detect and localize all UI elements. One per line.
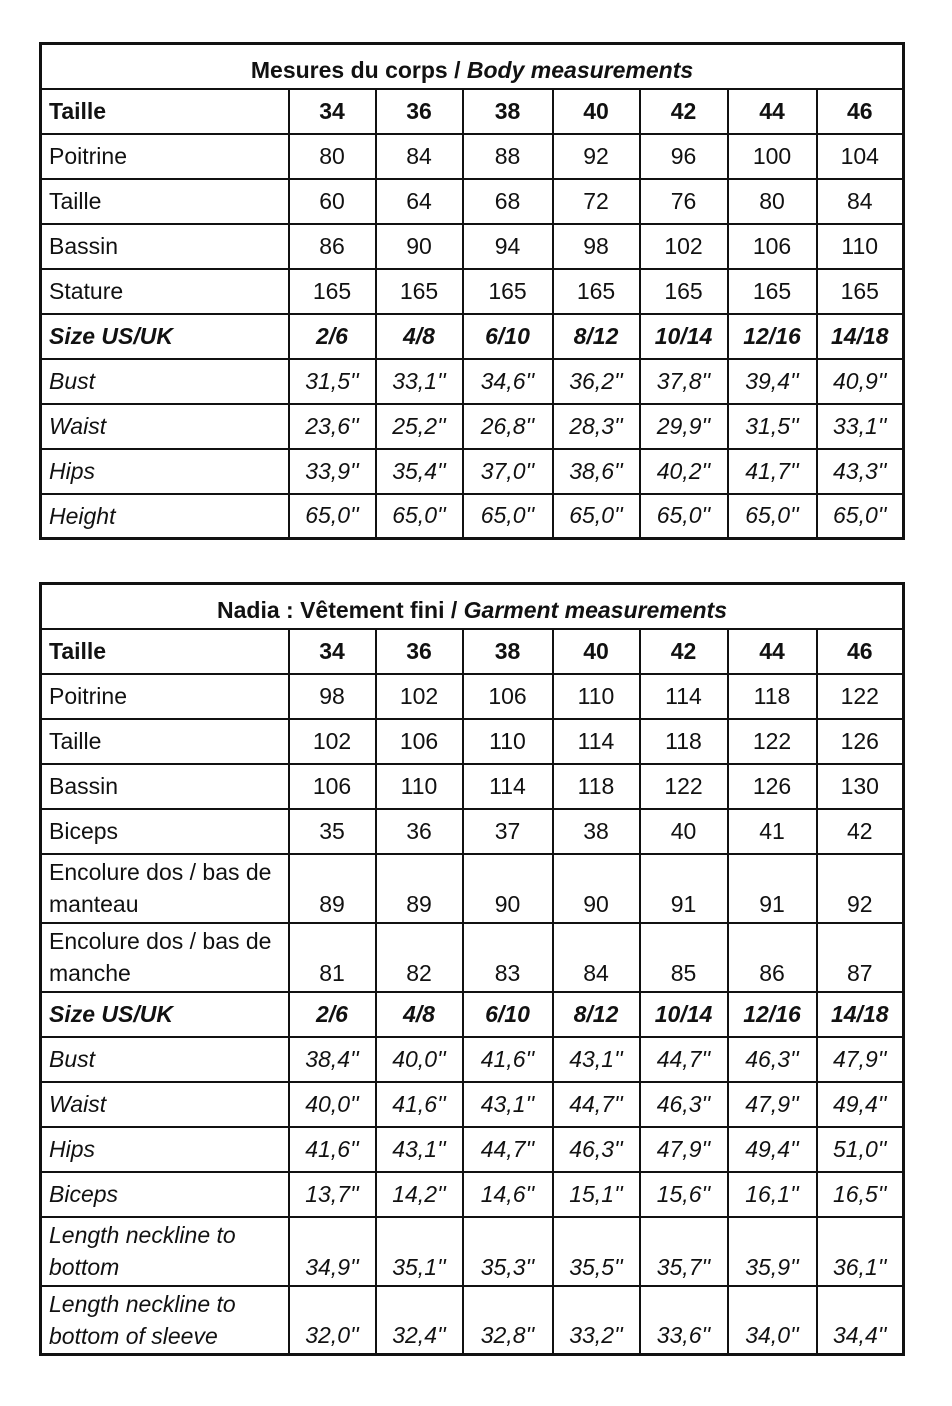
- table-title-row: [41, 44, 904, 89]
- value-cell: 34,4'': [817, 1286, 904, 1355]
- value-cell: 46,3'': [640, 1082, 728, 1127]
- imperial-header-row: [41, 992, 904, 1037]
- row-label: Bust: [41, 1037, 289, 1082]
- value-cell: 165: [289, 269, 376, 314]
- value-cell: 96: [640, 134, 728, 179]
- value-cell: 92: [817, 854, 904, 923]
- value-cell: 118: [640, 719, 728, 764]
- row-label: Height: [41, 494, 289, 539]
- size-cell: 38: [463, 629, 553, 674]
- value-cell: 65,0'': [463, 494, 553, 539]
- size-cell: 44: [728, 629, 817, 674]
- row-label: Size US/UK: [41, 314, 289, 359]
- value-cell: 41: [728, 809, 817, 854]
- value-cell: 84: [817, 179, 904, 224]
- size-cell: 14/18: [817, 314, 904, 359]
- value-cell: 118: [728, 674, 817, 719]
- value-cell: 40,9'': [817, 359, 904, 404]
- value-cell: 91: [728, 854, 817, 923]
- value-cell: 38: [553, 809, 640, 854]
- value-cell: 38,4'': [289, 1037, 376, 1082]
- value-cell: 104: [817, 134, 904, 179]
- row-label: Poitrine: [41, 674, 289, 719]
- size-cell: 4/8: [376, 314, 463, 359]
- value-cell: 43,3'': [817, 449, 904, 494]
- value-cell: 64: [376, 179, 463, 224]
- value-cell: 33,6'': [640, 1286, 728, 1355]
- value-cell: 106: [463, 674, 553, 719]
- row-label: Bust: [41, 359, 289, 404]
- value-cell: 15,1'': [553, 1172, 640, 1217]
- value-cell: 39,4'': [728, 359, 817, 404]
- row-label: Taille: [41, 179, 289, 224]
- value-cell: 37,0'': [463, 449, 553, 494]
- value-cell: 44,7'': [463, 1127, 553, 1172]
- table-row: [41, 1217, 904, 1286]
- value-cell: 31,5'': [728, 404, 817, 449]
- value-cell: 165: [553, 269, 640, 314]
- value-cell: 110: [463, 719, 553, 764]
- row-label: Poitrine: [41, 134, 289, 179]
- value-cell: 114: [640, 674, 728, 719]
- value-cell: 16,5'': [817, 1172, 904, 1217]
- size-cell: 36: [376, 629, 463, 674]
- value-cell: 47,9'': [817, 1037, 904, 1082]
- table-title-row: [41, 584, 904, 629]
- value-cell: 14,2'': [376, 1172, 463, 1217]
- size-cell: 38: [463, 89, 553, 134]
- value-cell: 98: [289, 674, 376, 719]
- table-row: [41, 674, 904, 719]
- value-cell: 65,0'': [728, 494, 817, 539]
- body-measurements-table: [39, 42, 905, 540]
- size-cell: 6/10: [463, 314, 553, 359]
- size-cell: 12/16: [728, 992, 817, 1037]
- size-cell: 40: [553, 629, 640, 674]
- table-row: [41, 1286, 904, 1355]
- size-cell: 2/6: [289, 314, 376, 359]
- value-cell: 89: [289, 854, 376, 923]
- value-cell: 31,5'': [289, 359, 376, 404]
- value-cell: 90: [463, 854, 553, 923]
- value-cell: 102: [376, 674, 463, 719]
- value-cell: 34,9'': [289, 1217, 376, 1286]
- value-cell: 44,7'': [640, 1037, 728, 1082]
- value-cell: 32,0'': [289, 1286, 376, 1355]
- value-cell: 106: [728, 224, 817, 269]
- table-row: [41, 809, 904, 854]
- value-cell: 65,0'': [553, 494, 640, 539]
- value-cell: 36,2'': [553, 359, 640, 404]
- value-cell: 35,4'': [376, 449, 463, 494]
- size-cell: 14/18: [817, 992, 904, 1037]
- value-cell: 40,0'': [289, 1082, 376, 1127]
- value-cell: 41,6'': [289, 1127, 376, 1172]
- table-row: [41, 719, 904, 764]
- value-cell: 106: [289, 764, 376, 809]
- value-cell: 51,0'': [817, 1127, 904, 1172]
- value-cell: 165: [728, 269, 817, 314]
- value-cell: 35,3'': [463, 1217, 553, 1286]
- row-label: Taille: [41, 719, 289, 764]
- value-cell: 88: [463, 134, 553, 179]
- value-cell: 33,1'': [817, 404, 904, 449]
- value-cell: 86: [728, 923, 817, 992]
- metric-header-row: [41, 629, 904, 674]
- value-cell: 38,6'': [553, 449, 640, 494]
- value-cell: 46,3'': [553, 1127, 640, 1172]
- table-row: [41, 764, 904, 809]
- value-cell: 83: [463, 923, 553, 992]
- row-label: Bassin: [41, 224, 289, 269]
- row-label: Waist: [41, 404, 289, 449]
- value-cell: 34,0'': [728, 1286, 817, 1355]
- value-cell: 122: [817, 674, 904, 719]
- title-french: Nadia : Vêtement fini /: [217, 596, 464, 623]
- size-cell: 40: [553, 89, 640, 134]
- value-cell: 29,9'': [640, 404, 728, 449]
- value-cell: 92: [553, 134, 640, 179]
- value-cell: 118: [553, 764, 640, 809]
- value-cell: 41,6'': [376, 1082, 463, 1127]
- value-cell: 122: [640, 764, 728, 809]
- row-label: Bassin: [41, 764, 289, 809]
- size-cell: 8/12: [553, 314, 640, 359]
- value-cell: 84: [553, 923, 640, 992]
- value-cell: 44,7'': [553, 1082, 640, 1127]
- table-row: [41, 269, 904, 314]
- value-cell: 85: [640, 923, 728, 992]
- value-cell: 102: [289, 719, 376, 764]
- table-row: [41, 494, 904, 539]
- metric-header-row: [41, 89, 904, 134]
- value-cell: 35: [289, 809, 376, 854]
- value-cell: 35,1'': [376, 1217, 463, 1286]
- table-row: [41, 224, 904, 269]
- table-row: [41, 1037, 904, 1082]
- value-cell: 33,1'': [376, 359, 463, 404]
- value-cell: 122: [728, 719, 817, 764]
- table-title: [41, 584, 904, 629]
- size-cell: 8/12: [553, 992, 640, 1037]
- table-row: [41, 1127, 904, 1172]
- row-label: Encolure dos / bas de manteau: [41, 854, 289, 923]
- title-english: Body measurements: [466, 56, 694, 83]
- value-cell: 47,9'': [728, 1082, 817, 1127]
- value-cell: 90: [376, 224, 463, 269]
- value-cell: 49,4'': [817, 1082, 904, 1127]
- size-cell: 12/16: [728, 314, 817, 359]
- value-cell: 43,1'': [553, 1037, 640, 1082]
- value-cell: 126: [817, 719, 904, 764]
- value-cell: 76: [640, 179, 728, 224]
- value-cell: 37,8'': [640, 359, 728, 404]
- value-cell: 80: [728, 179, 817, 224]
- value-cell: 110: [553, 674, 640, 719]
- value-cell: 72: [553, 179, 640, 224]
- value-cell: 23,6'': [289, 404, 376, 449]
- table-title: [41, 44, 904, 89]
- value-cell: 90: [553, 854, 640, 923]
- value-cell: 165: [817, 269, 904, 314]
- value-cell: 100: [728, 134, 817, 179]
- value-cell: 106: [376, 719, 463, 764]
- value-cell: 165: [640, 269, 728, 314]
- table-row: [41, 179, 904, 224]
- value-cell: 102: [640, 224, 728, 269]
- value-cell: 65,0'': [289, 494, 376, 539]
- value-cell: 40,2'': [640, 449, 728, 494]
- value-cell: 13,7'': [289, 1172, 376, 1217]
- value-cell: 114: [463, 764, 553, 809]
- value-cell: 80: [289, 134, 376, 179]
- value-cell: 32,8'': [463, 1286, 553, 1355]
- value-cell: 25,2'': [376, 404, 463, 449]
- value-cell: 60: [289, 179, 376, 224]
- row-label: Stature: [41, 269, 289, 314]
- title-french: Mesures du corps /: [250, 56, 467, 83]
- value-cell: 34,6'': [463, 359, 553, 404]
- value-cell: 33,9'': [289, 449, 376, 494]
- size-cell: 4/8: [376, 992, 463, 1037]
- value-cell: 65,0'': [640, 494, 728, 539]
- value-cell: 84: [376, 134, 463, 179]
- table-row: [41, 359, 904, 404]
- size-cell: 46: [817, 629, 904, 674]
- table-row: [41, 404, 904, 449]
- value-cell: 15,6'': [640, 1172, 728, 1217]
- size-cell: 2/6: [289, 992, 376, 1037]
- value-cell: 114: [553, 719, 640, 764]
- size-cell: 10/14: [640, 992, 728, 1037]
- value-cell: 89: [376, 854, 463, 923]
- value-cell: 41,6'': [463, 1037, 553, 1082]
- size-cell: 34: [289, 89, 376, 134]
- value-cell: 94: [463, 224, 553, 269]
- row-label: Length neckline to bottom: [41, 1217, 289, 1286]
- value-cell: 35,9'': [728, 1217, 817, 1286]
- value-cell: 91: [640, 854, 728, 923]
- size-cell: 46: [817, 89, 904, 134]
- row-label: Size US/UK: [41, 992, 289, 1037]
- value-cell: 42: [817, 809, 904, 854]
- value-cell: 28,3'': [553, 404, 640, 449]
- table-row: [41, 134, 904, 179]
- imperial-header-row: [41, 314, 904, 359]
- table-row: [41, 1172, 904, 1217]
- value-cell: 110: [376, 764, 463, 809]
- value-cell: 46,3'': [728, 1037, 817, 1082]
- value-cell: 87: [817, 923, 904, 992]
- value-cell: 110: [817, 224, 904, 269]
- value-cell: 41,7'': [728, 449, 817, 494]
- value-cell: 26,8'': [463, 404, 553, 449]
- table-row: [41, 854, 904, 923]
- value-cell: 82: [376, 923, 463, 992]
- value-cell: 126: [728, 764, 817, 809]
- size-cell: 42: [640, 629, 728, 674]
- row-label: Taille: [41, 629, 289, 674]
- value-cell: 81: [289, 923, 376, 992]
- size-cell: 34: [289, 629, 376, 674]
- value-cell: 40,0'': [376, 1037, 463, 1082]
- table-row: [41, 1082, 904, 1127]
- size-cell: 10/14: [640, 314, 728, 359]
- row-label: Biceps: [41, 1172, 289, 1217]
- value-cell: 36: [376, 809, 463, 854]
- value-cell: 37: [463, 809, 553, 854]
- value-cell: 130: [817, 764, 904, 809]
- value-cell: 98: [553, 224, 640, 269]
- value-cell: 165: [463, 269, 553, 314]
- row-label: Length neckline to bottom of sleeve: [41, 1286, 289, 1355]
- row-label: Hips: [41, 1127, 289, 1172]
- size-cell: 36: [376, 89, 463, 134]
- row-label: Biceps: [41, 809, 289, 854]
- value-cell: 65,0'': [376, 494, 463, 539]
- value-cell: 40: [640, 809, 728, 854]
- row-label: Hips: [41, 449, 289, 494]
- value-cell: 86: [289, 224, 376, 269]
- size-cell: 42: [640, 89, 728, 134]
- value-cell: 165: [376, 269, 463, 314]
- value-cell: 33,2'': [553, 1286, 640, 1355]
- value-cell: 14,6'': [463, 1172, 553, 1217]
- table-row: [41, 449, 904, 494]
- value-cell: 43,1'': [376, 1127, 463, 1172]
- value-cell: 16,1'': [728, 1172, 817, 1217]
- table-row: [41, 923, 904, 992]
- size-cell: 44: [728, 89, 817, 134]
- row-label: Encolure dos / bas de manche: [41, 923, 289, 992]
- row-label: Waist: [41, 1082, 289, 1127]
- value-cell: 36,1'': [817, 1217, 904, 1286]
- title-english: Garment measurements: [463, 596, 727, 623]
- value-cell: 47,9'': [640, 1127, 728, 1172]
- value-cell: 49,4'': [728, 1127, 817, 1172]
- garment-measurements-table: [39, 582, 905, 1356]
- value-cell: 43,1'': [463, 1082, 553, 1127]
- value-cell: 68: [463, 179, 553, 224]
- row-label: Taille: [41, 89, 289, 134]
- size-cell: 6/10: [463, 992, 553, 1037]
- value-cell: 65,0'': [817, 494, 904, 539]
- value-cell: 35,7'': [640, 1217, 728, 1286]
- value-cell: 32,4'': [376, 1286, 463, 1355]
- value-cell: 35,5'': [553, 1217, 640, 1286]
